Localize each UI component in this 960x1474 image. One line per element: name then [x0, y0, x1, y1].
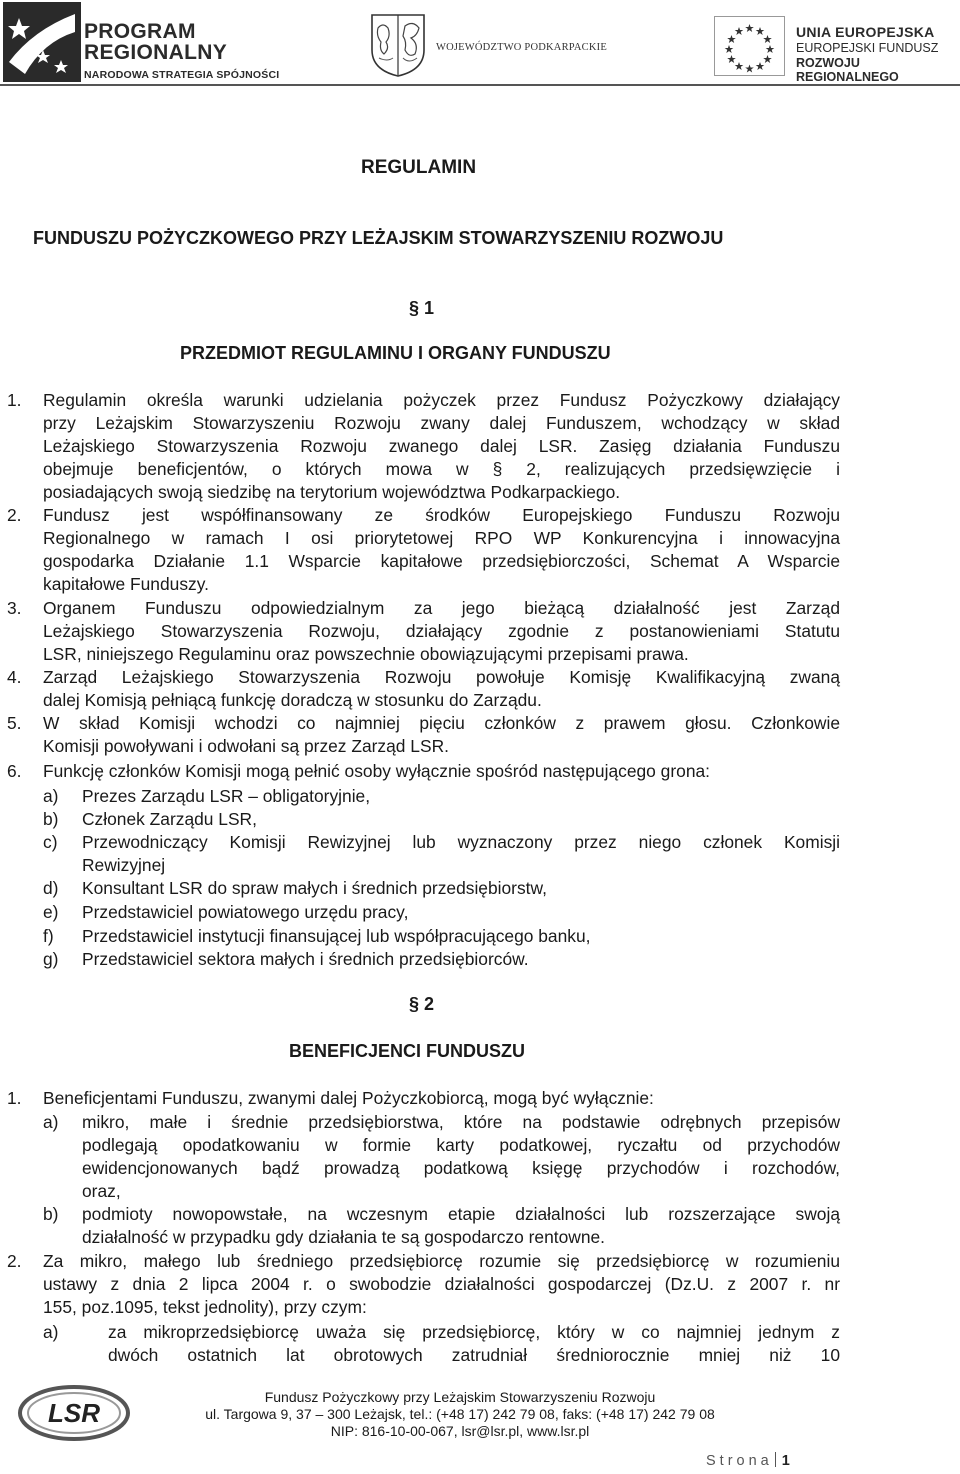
- section-2-title: BENEFICJENCI FUNDUSZU: [289, 1041, 526, 1061]
- s1-sub-b-text: Członek Zarządu LSR,: [82, 809, 257, 829]
- s2-sub-a-line-1: mikro, małe i średnie przedsiębiorstwa, które na podstawie odrębnych przepisów: [82, 1112, 840, 1132]
- s1-sub-e-mark: e): [43, 902, 59, 922]
- s1-item-5-line-1: W skład Komisji wchodzi co najmniej pięciu członków z prawem głosu. Członkowie: [43, 713, 840, 733]
- s1-item-2-line-2: Regionalnego w ramach I osi priorytetowej RPO WP Konkurencyjna i innowacyjna: [43, 528, 840, 548]
- s1-item-4-line-1: Zarząd Leżajskiego Stowarzyszenia Rozwoju powołuje Komisję Kwalifikacyjną zwaną: [43, 667, 840, 687]
- s1-item-2-number: 2.: [7, 505, 22, 525]
- s1-item-5-number: 5.: [7, 713, 22, 733]
- s1-item-6-number: 6.: [7, 761, 22, 781]
- s2-item-2-sub-a-mark: a): [43, 1322, 59, 1342]
- document-title: REGULAMIN: [361, 157, 477, 178]
- s1-item-1-line-1: Regulamin określa warunki udzielania pożyczek przez Fundusz Pożyczkowy działający: [43, 390, 840, 410]
- footer-address: ul. Targowa 9, 37 – 300 Leżajsk, tel.: (+48 17) 242 79 08, faks: (+48 17) 242 79 08: [205, 1406, 715, 1422]
- lsr-logo-text: LSR: [48, 1398, 100, 1428]
- s2-item-2-sub-a-line-2: dwóch ostatnich lat obrotowych zatrudniał średniorocznie mniej niż 10: [108, 1345, 840, 1365]
- program-line3: NARODOWA STRATEGIA SPÓJNOŚCI: [84, 69, 280, 81]
- s1-sub-c-line-1: Przewodniczący Komisji Rewizyjnej lub wyznaczony przez niego członek Komisji: [82, 832, 840, 852]
- eu-wordmark: [796, 24, 960, 85]
- s2-sub-a-line-2: podlegają opodatkowaniu w formie karty podatkowej, ryczałtu od przychodów: [82, 1135, 840, 1155]
- s2-sub-a-mark: a): [43, 1112, 59, 1132]
- section-1-title: PRZEDMIOT REGULAMINU I ORGANY FUNDUSZU: [180, 343, 611, 363]
- section-2-mark: § 2: [409, 994, 435, 1014]
- eu-line1: UNIA EUROPEJSKA: [796, 24, 935, 40]
- s2-item-1-number: 1.: [7, 1088, 22, 1108]
- s2-sub-b-mark: b): [43, 1204, 59, 1224]
- s2-item-1-line-1: Beneficjentami Funduszu, zwanymi dalej Pożyczkobiorcą, mogą być wyłącznie:: [43, 1088, 654, 1108]
- program-regionalny-logo-icon: [3, 2, 81, 82]
- s1-sub-d-text: Konsultant LSR do spraw małych i średnich przedsiębiorstw,: [82, 878, 547, 898]
- s1-sub-f-text: Przedstawiciel instytucji finansującej lub współpracującego banku,: [82, 926, 591, 946]
- s1-item-1-line-4: obejmuje beneficjentów, o których mowa w § 2, realizujących przedsięwzięcie i: [43, 459, 840, 479]
- voivodeship-name: WOJEWÓDZTWO PODKARPACKIE: [436, 42, 607, 53]
- s1-item-1-line-5: posiadających swoją siedzibę na terytorium województwa Podkarpackiego.: [43, 482, 621, 502]
- s1-item-1-line-3: Leżajskiego Stowarzyszenia Rozwoju zwanego dalej LSR. Zasięg działania Funduszu: [43, 436, 840, 456]
- s2-item-2-sub-a-line-1: za mikroprzedsiębiorcę uważa się przedsiębiorcę, który w co najmniej jednym z: [108, 1322, 840, 1342]
- footer-org-name: Fundusz Pożyczkowy przy Leżajskim Stowarzyszeniu Rozwoju: [264, 1389, 656, 1405]
- page-header: [0, 0, 960, 86]
- s2-sub-a-line-4: oraz,: [82, 1181, 121, 1201]
- s2-sub-b-line-1: podmioty nowopowstałe, na wczesnym etapie działalności lub rozszerzające swoją: [82, 1204, 840, 1224]
- s1-sub-d-mark: d): [43, 878, 59, 898]
- s1-sub-g-mark: g): [43, 949, 59, 969]
- s1-item-4-number: 4.: [7, 667, 22, 687]
- footer-contact: NIP: 816-10-00-067, lsr@lsr.pl, www.lsr.pl: [330, 1423, 590, 1439]
- s1-sub-a-text: Prezes Zarządu LSR – obligatoryjnie,: [82, 786, 371, 806]
- page-separator: [775, 1452, 776, 1467]
- s2-item-2-line-2: ustawy z dnia 2 lipca 2004 r. o swobodzie działalności gospodarczej (Dz.U. z 2007 r. nr: [43, 1274, 840, 1294]
- s2-item-2-number: 2.: [7, 1251, 22, 1271]
- s2-sub-b-line-2: działalność w przypadku gdy działania te są gospodarczo rentowne.: [82, 1227, 605, 1247]
- header-divider: [0, 84, 960, 86]
- s2-item-2-line-1: Za mikro, małego lub średniego przedsiębiorcę rozumie się przedsiębiorcę w rozumieniu: [43, 1251, 840, 1271]
- s1-item-6-line-1: Funkcję członków Komisji mogą pełnić osoby wyłącznie spośród następującego grona:: [43, 761, 710, 781]
- document-subtitle: FUNDUSZU POŻYCZKOWEGO PRZY LEŻAJSKIM STOWARZYSZENIU ROZWOJU: [33, 228, 724, 248]
- eu-line2: EUROPEJSKI FUNDUSZ: [796, 41, 939, 55]
- s1-item-2-line-3: gospodarka Działanie 1.1 Wsparcie kapitałowe przedsiębiorczości, Schemat A Wsparcie: [43, 551, 840, 571]
- podkarpackie-crest-icon: [369, 12, 427, 78]
- s1-item-4-line-2: dalej Komisją pełniącą funkcję doradczą w stosunku do Zarządu.: [43, 690, 542, 710]
- s1-sub-g-text: Przedstawiciel sektora małych i średnich przedsiębiorców.: [82, 949, 529, 969]
- eu-flag-icon: [714, 16, 785, 76]
- program-line2: REGIONALNY: [84, 41, 228, 64]
- s1-sub-a-mark: a): [43, 786, 59, 806]
- s1-item-3-number: 3.: [7, 598, 22, 618]
- s1-sub-f-mark: f): [43, 926, 54, 946]
- s1-sub-c-line-2: Rewizyjnej: [82, 855, 166, 875]
- page-number: 1: [781, 1453, 790, 1469]
- s1-sub-e-text: Przedstawiciel powiatowego urzędu pracy,: [82, 902, 409, 922]
- s1-sub-c-mark: c): [43, 832, 58, 852]
- page-indicator: [706, 1452, 790, 1469]
- s2-item-2-line-3: 155, poz.1095, tekst jednolity), przy czym:: [43, 1297, 367, 1317]
- s1-sub-b-mark: b): [43, 809, 59, 829]
- eu-line3: ROZWOJU REGIONALNEGO: [796, 55, 899, 84]
- s1-item-5-line-2: Komisji powoływani i odwołani są przez Zarząd LSR.: [43, 736, 449, 756]
- s2-sub-a-line-3: ewidencjonowanych bądź prowadzą podatkową księgę przychodów i rozchodów,: [82, 1158, 840, 1178]
- s1-item-2-line-1: Fundusz jest współfinansowany ze środków Europejskiego Funduszu Rozwoju: [43, 505, 840, 525]
- s1-item-3-line-1: Organem Funduszu odpowiedzialnym za jego bieżącą działalność jest Zarząd: [43, 598, 840, 618]
- s1-item-2-line-4: kapitałowe Funduszy.: [43, 574, 209, 594]
- lsr-logo-icon: [18, 1384, 130, 1442]
- program-line1: PROGRAM: [84, 20, 196, 43]
- s1-item-3-line-2: Leżajskiego Stowarzyszenia Rozwoju, działający zgodnie z postanowieniami Statutu: [43, 621, 840, 641]
- section-1-mark: § 1: [409, 298, 435, 318]
- page-label: Strona: [706, 1453, 773, 1469]
- s1-item-3-line-3: LSR, niniejszego Regulaminu oraz powszechnie obowiązującymi przepisami prawa.: [43, 644, 689, 664]
- s1-item-1-line-2: przy Leżajskim Stowarzyszeniu Rozwoju zwany dalej Funduszem, wchodzący w skład: [43, 413, 840, 433]
- s1-item-1-number: 1.: [7, 390, 22, 410]
- program-regionalny-wordmark: [84, 21, 279, 82]
